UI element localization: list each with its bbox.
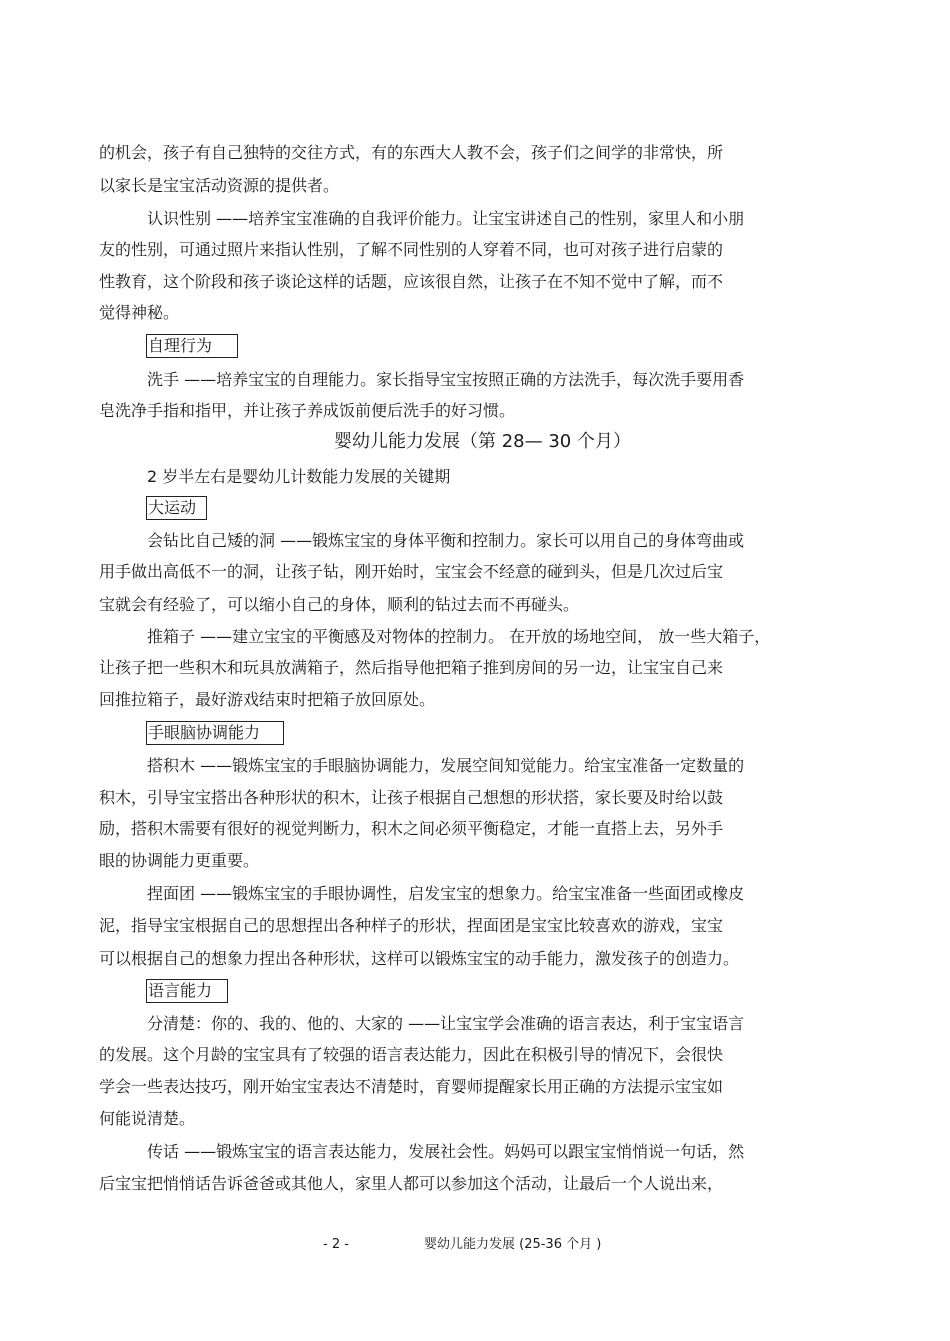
text-line: 搭积木 ——锻炼宝宝的手眼脑协调能力，发展空间知觉能力。给宝宝准备一定数量的 xyxy=(147,756,745,775)
text-line: 认识性别 ——培养宝宝准确的自我评价能力。让宝宝讲述自己的性别，家里人和小朋 xyxy=(147,209,745,228)
section-title: 婴幼儿能力发展（第 28— 30 个月） xyxy=(334,431,631,452)
text-line: 学会一些表达技巧，刚开始宝宝表达不清楚时，育婴师提醒家长用正确的方法提示宝宝如 xyxy=(99,1077,724,1096)
section-box-gross-motor: 大运动 xyxy=(146,496,207,520)
text-line: 分清楚：你的、我的、他的、大家的 ——让宝宝学会准确的语言表达，利于宝宝语言 xyxy=(147,1014,745,1033)
text-line: 传话 ——锻炼宝宝的语言表达能力，发展社会性。妈妈可以跟宝宝悄悄说一句话，然 xyxy=(147,1142,745,1161)
text-line: 让孩子把一些积木和玩具放满箱子，然后指导他把箱子推到房间的另一边，让宝宝自己来 xyxy=(99,658,724,677)
text-line: 洗手 ——培养宝宝的自理能力。家长指导宝宝按照正确的方法洗手，每次洗手要用香 xyxy=(147,370,745,389)
text-line: 性教育，这个阶段和孩子谈论这样的话题，应该很自然，让孩子在不知不觉中了解，而不 xyxy=(99,272,724,291)
text-line: 2 岁半左右是婴幼儿计数能力发展的关键期 xyxy=(147,467,451,486)
text-line: 何能说清楚。 xyxy=(99,1109,196,1128)
text-line: 宝就会有经验了，可以缩小自己的身体，顺利的钻过去而不再碰头。 xyxy=(99,595,580,614)
text-line: 眼的协调能力更重要。 xyxy=(99,851,260,870)
text-line: 回推拉箱子，最好游戏结束时把箱子放回原处。 xyxy=(99,690,436,709)
text-line: 友的性别，可通过照片来指认性别，了解不同性别的人穿着不同，也可对孩子进行启蒙的 xyxy=(99,240,724,259)
text-line: 积木，引导宝宝搭出各种形状的积木，让孩子根据自己想想的形状搭，家长要及时给以鼓 xyxy=(99,788,724,807)
text-line: 可以根据自己的想象力捏出各种形状，这样可以锻炼宝宝的动手能力，激发孩子的创造力。 xyxy=(99,949,740,968)
text-line: 觉得神秘。 xyxy=(99,303,180,322)
text-line: 后宝宝把悄悄话告诉爸爸或其他人，家里人都可以参加这个活动，让最后一个人说出来， xyxy=(99,1174,724,1193)
text-line: 励，搭积木需要有很好的视觉判断力，积木之间必须平衡稳定，才能一直搭上去，另外手 xyxy=(99,819,724,838)
section-box-hand-eye: 手眼脑协调能力 xyxy=(146,721,284,745)
page-number: - 2 - xyxy=(323,1237,349,1252)
text-line: 的发展。这个月龄的宝宝具有了较强的语言表达能力，因此在积极引导的情况下，会很快 xyxy=(99,1045,724,1064)
text-line: 的机会，孩子有自己独特的交往方式，有的东西大人教不会，孩子们之间学的非常快，所 xyxy=(99,143,724,162)
text-line: 泥，指导宝宝根据自己的思想捏出各种样子的形状，捏面团是宝宝比较喜欢的游戏，宝宝 xyxy=(99,916,724,935)
text-line: 皂洗净手指和指甲，并让孩子养成饭前便后洗手的好习惯。 xyxy=(99,401,516,420)
section-box-language: 语言能力 xyxy=(146,979,228,1003)
footer-doc-title: 婴幼儿能力发展 (25-36 个月 ) xyxy=(424,1237,602,1252)
section-box-self-care: 自理行为 xyxy=(146,334,238,358)
text-line: 用手做出高低不一的洞，让孩子钻，刚开始时，宝宝会不经意的碰到头，但是几次过后宝 xyxy=(99,562,724,581)
text-line: 推箱子 ——建立宝宝的平衡感及对物体的控制力。 在开放的场地空间， 放一些大箱子， xyxy=(147,627,771,646)
text-line: 以家长是宝宝活动资源的提供者。 xyxy=(99,176,340,195)
text-line: 会钻比自己矮的洞 ——锻炼宝宝的身体平衡和控制力。家长可以用自己的身体弯曲或 xyxy=(147,531,745,550)
text-line: 捏面团 ——锻炼宝宝的手眼协调性，启发宝宝的想象力。给宝宝准备一些面团或橡皮 xyxy=(147,884,745,903)
